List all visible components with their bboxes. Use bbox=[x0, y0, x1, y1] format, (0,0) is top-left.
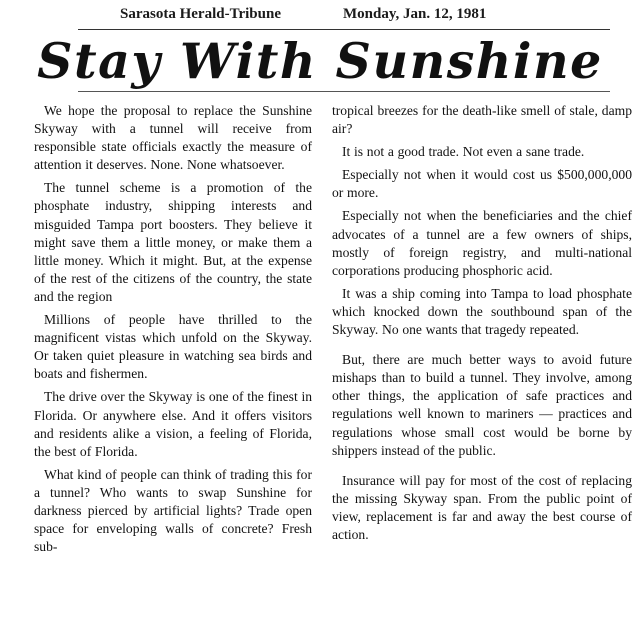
paragraph: The drive over the Skyway is one of the finest in Florida. Or anywhere else. And it offers visitors and residents alike a vision, a feeling of Florida, the best of Florida. bbox=[34, 389, 313, 459]
paragraph: Especially not when it would cost us $500,000,000 or more. bbox=[332, 167, 632, 201]
paragraph: But, there are much better ways to avoid future mishaps than to build a tunnel. They involve, among other things, the application of safe practices and regulations well known to mariners — practices and regulations whose small cost would be borne by shippers instead of the public. bbox=[332, 352, 632, 458]
publication-date: Monday, Jan. 12, 1981 bbox=[343, 6, 487, 22]
masthead bbox=[0, 6, 640, 28]
paragraph: The tunnel scheme is a promotion of the phosphate industry, shipping interests and misguided Tampa port boosters. They believe it might save them a little money, or make them a little money. Which it might. But, at the expense of the rest of the citizens of the country, the state and the region bbox=[34, 180, 312, 304]
paragraph-continued: tropical breezes for the death-like smell of stale, damp air? bbox=[332, 103, 632, 137]
paragraph: Especially not when the beneficiaries and the chief advocates of a tunnel are a few owners of ships, mostly of foreign registry, and multi-national corporations producing phosphoric acid. bbox=[332, 208, 632, 278]
paragraph: Millions of people have thrilled to the magnificent vistas which unfold on the Skyway. Or taken quiet pleasure in watching sea birds and boats and fishermen. bbox=[34, 312, 312, 382]
right-column bbox=[332, 102, 632, 549]
editorial-headline: Stay With Sunshine bbox=[37, 32, 603, 90]
newspaper-name: Sarasota Herald-Tribune bbox=[120, 6, 281, 22]
paragraph: It is not a good trade. Not even a sane trade. bbox=[342, 144, 585, 160]
headline-rule bbox=[78, 91, 610, 92]
paragraph: What kind of people can think of trading this for a tunnel? Who wants to swap Sunshine for darkness pierced by artificial lights? Trade open space for enveloping walls of concrete? Fresh sub- bbox=[34, 466, 312, 555]
paragraph: It was a ship coming into Tampa to load phosphate which knocked down the southbound span of the Skyway. No one wants that tragedy repeated. bbox=[332, 285, 632, 338]
left-column bbox=[34, 102, 312, 561]
paragraph: Insurance will pay for most of the cost of replacing the missing Skyway span. From the public point of view, replacement is far and away the best course of action. bbox=[332, 472, 632, 542]
masthead-rule bbox=[78, 29, 610, 30]
paragraph: We hope the proposal to replace the Sunshine Skyway with a tunnel will receive from responsible state officials exactly the measure of attention it deserves. None. None whatsoever. bbox=[34, 103, 312, 173]
